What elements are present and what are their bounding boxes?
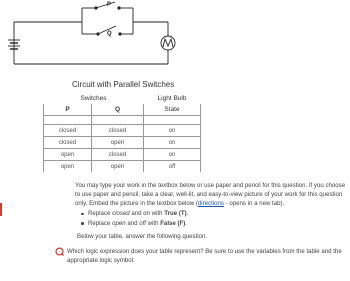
table-row <box>44 149 201 161</box>
cell-q: open <box>92 161 144 173</box>
cell-state: on <box>144 149 201 161</box>
cell-state: on <box>144 137 201 149</box>
cell-state: off <box>144 161 201 173</box>
light-bulb-header: Light Bulb <box>157 95 187 102</box>
list-item: Replace closed and on with True (T). <box>81 209 341 219</box>
parallel-circuit-diagram <box>0 0 200 80</box>
page-marker <box>0 203 2 216</box>
instructions-text: You may type your work in the textbox below or use paper and pencil for this question. If you choose to use paper and pencil, take a clear, well-lit, and easy-to-view picture of your work for this question only. Embed the picture in the textbox below ( <box>75 182 346 207</box>
switch-q-label: Q <box>107 31 112 37</box>
table-row <box>44 125 201 137</box>
col-q-header: Q <box>92 104 144 116</box>
cell-p: open <box>44 149 92 161</box>
cell-p: open <box>44 161 92 173</box>
cell-p: closed <box>44 125 92 137</box>
switches-header: Switches <box>80 95 107 102</box>
switch-p-label: P <box>107 2 112 8</box>
directions-link[interactable]: directions <box>197 200 224 207</box>
table-row <box>44 137 201 149</box>
below-table-prompt: Below your table, answer the following question. <box>77 233 208 240</box>
question-text: Which logic expression does your table represent? Be sure to use the variables from the table and the appropriate logic symbol. <box>67 248 342 264</box>
col-p-header: P <box>44 104 92 116</box>
instructions-paragraph <box>75 181 347 208</box>
cell-p: closed <box>44 137 92 149</box>
list-item: Replace open and off with False (F). <box>81 219 341 229</box>
cell-q: open <box>92 137 144 149</box>
question-marker-icon <box>55 247 64 256</box>
truth-table <box>43 93 201 172</box>
table-row <box>44 161 201 173</box>
instructions-text-end: - opens in a new tab). <box>223 200 285 207</box>
cell-q: closed <box>92 149 144 161</box>
cell-state: on <box>144 125 201 137</box>
cell-q: closed <box>92 125 144 137</box>
col-state-header: State <box>144 104 201 116</box>
replacement-rules-list <box>81 209 341 228</box>
table-title: Circuit with Parallel Switches <box>72 80 175 89</box>
table-spacer-row <box>44 116 201 125</box>
